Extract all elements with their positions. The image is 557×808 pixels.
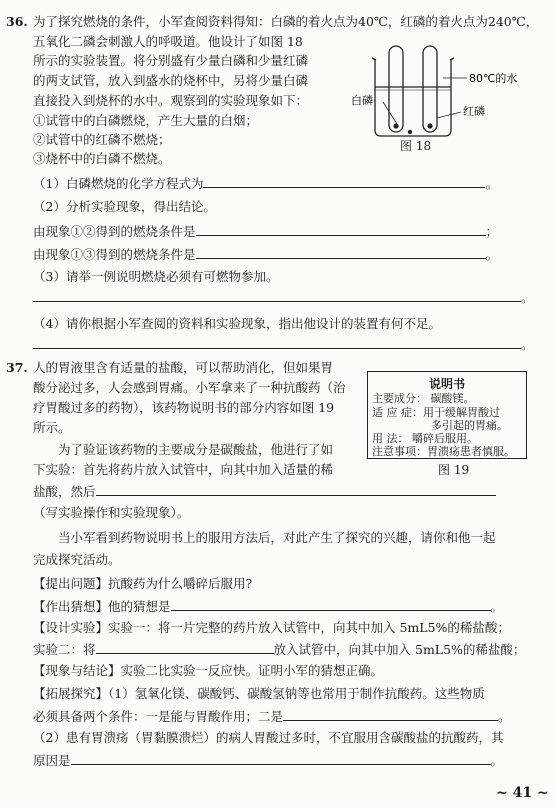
instruction-row-indication-cont: 多引起的胃痛。 [431,419,508,432]
q36-phenomenon-1: ①试管中的白磷燃烧，产生大量的白烟； [33,113,259,128]
q37-step-extension-2-text: 必须具备两个条件：一是能与胃酸作用；二是 [33,709,284,724]
beaker-outline [375,60,451,136]
white-phosphorus-in-water [408,130,412,134]
figure-18-beaker-diagram [345,42,550,154]
red-phosphorus-in-tube [427,123,432,128]
answer-blank-second-condition[interactable] [283,708,498,721]
answer-blank-hypothesis[interactable] [171,598,491,611]
q36-phenomenon-3: ③烧杯中的白磷不燃烧。 [33,151,171,166]
answer-blank-operation[interactable] [96,483,496,496]
answer-blank-equation[interactable] [203,175,485,188]
q37-step-conclusion: 【现象与结论】实验二比实验一反应快。证明小军的猜想正确。 [33,663,384,678]
q37-step-design-2-text: 实验二：将 [33,642,96,657]
answer-blank-condition-2[interactable] [196,246,486,259]
q36-part-2a-end: ； [485,224,499,239]
figure-18-caption: 图 18 [400,139,432,153]
q37-intro-line-4: 所示。 [33,420,71,435]
test-tube-right [423,46,437,132]
q36-part-1-end: 。 [485,176,498,191]
page-number: ~ 41 ~ [496,785,549,801]
beaker-lip [372,58,454,60]
instruction-box-title: 说明书 [428,377,465,391]
leader-white [383,102,397,124]
instruction-row-ingredient: 主要成分： 碳酸镁。 [372,392,475,405]
q37-step-extension-4 [33,752,503,769]
label-white-phosphorus: 白磷 [351,94,373,107]
q37-step-design-1: 【设计实验】实验一：将一片完整的药片放入试管中，向其中加入 5mL5%的稀盐酸； [33,620,510,635]
q37-step-extension-3: （2）患有胃溃疡（胃黏膜溃烂）的病人胃酸过多时，不宜服用含碳酸盐的抗酸药，其 [33,730,504,745]
q36-part-2b-end: 。 [485,247,499,262]
q37-intro-line-5: 为了验证该药物的主要成分是碳酸盐，他进行了如 [58,442,334,457]
q37-step-extension-2 [33,708,511,725]
q36-part-2b [33,246,498,263]
answer-blank-reason[interactable] [71,752,491,765]
medicine-instruction-box [367,371,527,459]
q37-step-design-2-rest: 放入试管中，向其中加入 5mL5%的稀盐酸； [273,642,526,657]
answer-blank-condition-1[interactable] [196,223,486,236]
q37-intro-line-1: 人的胃液里含有适量的盐酸，可以帮助消化，但如果胃 [33,360,334,375]
q37-intro-line-2: 酸分泌过多，人会感到胃痛。小军拿来了一种抗酸药（治 [33,380,346,395]
instruction-row-caution: 注意事项：胃溃疡患者慎服。 [372,445,515,458]
q36-part-2: （2）分析实验现象，得出结论。 [33,199,216,214]
q37-intro-line-10: 完成探究活动。 [33,552,121,567]
q36-intro-line-2: 五氧化二磷会刺激人的呼吸道。他设计了如图 18 [33,34,303,49]
q37-intro-line-3: 疗胃酸过多的药物），该药物说明书的部分内容如图 19 [33,400,335,415]
instruction-row-indication: 适 应 症：用于缓解胃酸过 [372,406,500,419]
q36-intro-line-5: 直接投入到烧杯的水中。观察到的实验现象如下： [33,93,309,108]
label-red-phosphorus: 红磷 [463,105,485,118]
q36-intro-line-3: 所示的实验装置。将分别盛有少量白磷和少量红磷 [33,53,309,68]
q37-step-hypothesis-end: 。 [490,599,504,614]
figure-19-caption: 图 19 [438,463,470,477]
q37-intro-line-7-text: 盐酸，然后 [33,484,96,499]
q37-step-hypothesis-text: 【作出猜想】他的猜想是 [33,599,171,614]
q36-part-2a [33,223,498,240]
q36-intro-line-1: 为了探究燃烧的条件，小军查阅资料得知：白磷的着火点为40℃，红磷的着火点为240℃， [33,14,539,29]
q37-intro-line-7 [33,483,496,500]
q36-part-4: （4）请你根据小军查阅的资料和实验现象，指出他设计的装置有何不足。 [33,316,441,331]
q37-step-extension-4-text: 原因是 [33,753,71,768]
label-80c-water: 80℃的水 [469,72,518,85]
q36-part-1-text: （1）白磷燃烧的化学方程式为 [33,176,204,191]
q36-part-3: （3）请举一例说明燃烧必须有可燃物参加。 [33,269,279,284]
q36-part-4-answer [33,336,534,353]
q37-intro-line-6: 下实验：首先将药片放入试管中，向其中加入适量的稀 [33,462,334,477]
q37-step-design-2 [33,641,525,658]
q37-step-extension-1: 【拓展探究】（1）氢氧化镁、碳酸钙、碳酸氢钠等也常用于制作抗酸药。这些物质 [33,686,485,701]
answer-blank-experiment-2[interactable] [96,641,274,654]
q37-step-extension-2-end: 。 [498,709,511,724]
q37-step-hypothesis [33,598,503,615]
white-phosphorus-in-tube [393,123,398,128]
q36-part-2a-text: 由现象①②得到的燃烧条件是 [33,224,196,239]
q36-part-3-answer [33,289,534,306]
leader-red [437,112,461,118]
q36-part-2b-text: 由现象①③得到的燃烧条件是 [33,247,196,262]
q37-intro-line-9: 当小军看到药物说明书上的服用方法后，对此产生了探究的兴趣，请你和他一起 [58,530,496,545]
q36-number: 36. [6,14,28,29]
answer-blank-deficiency[interactable] [33,336,521,349]
q36-intro-line-4: 的两支试管，放入到盛水的烧杯中，另将少量白磷 [33,73,309,88]
q37-intro-line-8: （写实验操作和实验现象）。 [33,505,190,520]
q37-step-extension-4-end: 。 [490,753,504,768]
answer-blank-example[interactable] [33,289,521,302]
test-tube-left [389,46,403,132]
q36-part-1 [33,175,498,192]
q36-part-4-end: 。 [521,337,534,352]
q36-phenomenon-2: ②试管中的红磷不燃烧； [33,132,171,147]
q36-part-3-end: 。 [521,290,534,305]
instruction-row-usage: 用 法： 嚼碎后服用。 [372,432,478,445]
q37-number: 37. [6,360,28,375]
q37-step-question: 【提出问题】抗酸药为什么嚼碎后服用? [33,576,253,591]
